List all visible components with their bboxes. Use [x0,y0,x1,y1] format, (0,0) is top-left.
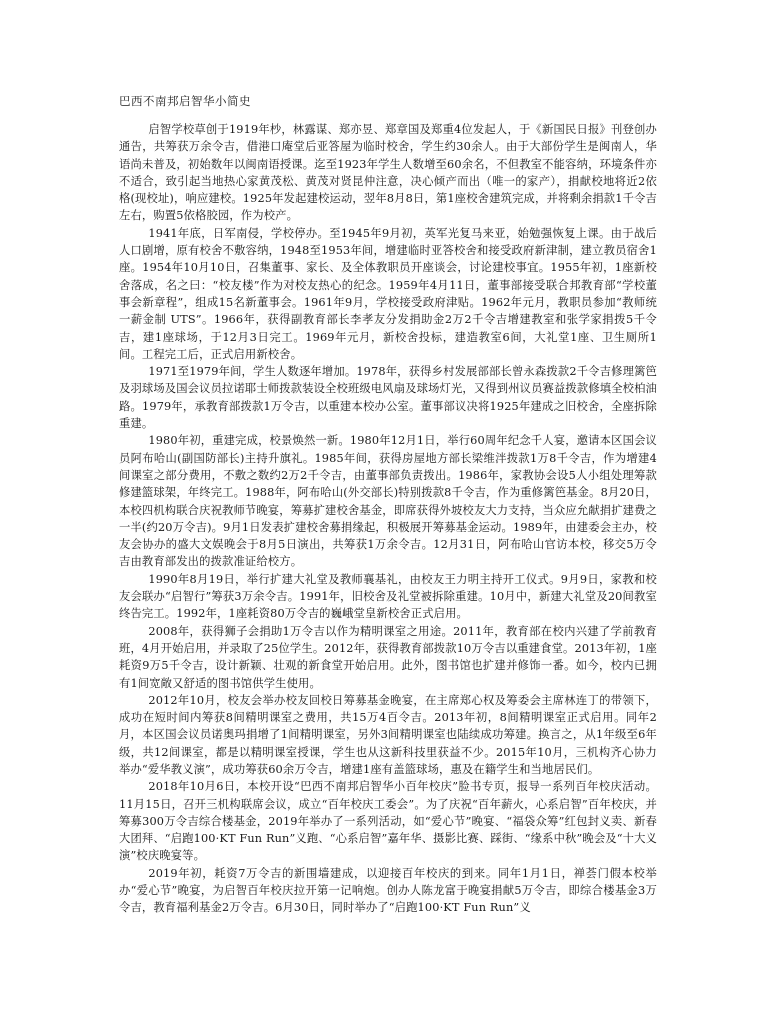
paragraph-7: 2012年10月，校友会举办校友回校日筹募基金晚宴，在主席郑心权及筹委会主席林连丁的带领下，成功在短时间内筹获8间精明课室之费用，共15万4百令吉。2013年初，8间精明课室正式启用。同年2月，本区国会议员诺奥玛捐增了1间精明课室，另外3间精明课室也陆续成功筹建。换言之，从1年级至6年级，共12间课室，都是以精明课室授课，学生也从这新科技里获益不少。2015年10月，三机构齐心协力举办“爱华教义演”，成功筹获60余万令吉，增建1座有盖篮球场，惠及在籍学生和当地居民们。 [119,693,657,776]
paragraph-8: 2018年10月6日，本校开设“巴西不南邦启智华小百年校庆”脸书专页，报导一系列百年校庆活动。11月15日，召开三机构联席会议，成立“百年校庆工委会”。为了庆祝“百年薪火，心系启智”百年校庆，并筹募300万令吉综合楼基金，2019年举办了一系列活动，如“爱心节”晚宴、“福袋众筹”红包封义卖、新春大团拜、“启跑100·KT Fun Run”义跑、“心系启智”嘉年华、摄影比赛、踩街、“缘系中秋”晚会及“十大义演”校庆晚宴等。 [119,780,657,863]
paragraph-3: 1971至1979年间，学生人数逐年增加。1978年，获得乡村发展部部长曾永森拨款2千令吉修理篱笆及羽球场及国会议员拉诺耶士师拨款装设全校班级电风扇及球场灯光，又得到州议员赛益拨款修填全校柏油路。1979年，承教育部拨款1万令吉，以重建本校办公室。董事部议决将1925年建成之旧校舍，全座拆除重建。 [119,365,658,431]
paragraph-1: 启智学校草创于1919年杪，林露谋、郑亦昱、郑章国及郑重4位发起人，于《新国民日报》刊登创办通告，共筹获万余令吉，借港口庵堂后亚答屋为临时校舍，学生约30余人。由于大部份学生是闽南人，华语尚未普及，初始数年以闽南语授课。迄至1923年学生人数增至60余名，不但教室不能容纳，环境条件亦不适合，致引起当地热心家黄茂松、黄茂对贤昆仲注意，决心倾产而出（唯一的家产），捐献校地将近2依格(现校址)，响应建校。1925年发起建校运动，翌年8月8日，第1座校舍建筑完成，并将剩余捐款1千令吉左右，购置5依格胶园，作为校产。 [119,123,657,223]
paragraph-2: 1941年底，日军南侵，学校停办。至1945年9月初，英军光复马来亚，始勉强恢复上课。由于战后人口剧增，原有校舍不敷容纳，1948至1953年间，增建临时亚答校舍和接受政府新津制，建立教员宿舍1座。1954年10月10日，召集董事、家长、及全体教职员开座谈会，讨论建校事宜。1955年初，1座新校舍落成，名之曰：“校友楼”作为对校友热心的纪念。1959年4月11日，董事部接受联合邦教育部“学校董事会新章程”，组成15名新董事会。1961年9月，学校接受政府津贴。1962年元月，教职员参加“教师统一薪金制 UTS”。1966年，获得副教育部长李孝友分发捐助金2万2千令吉增建教室和张学家捐拨5千令吉，建1座球场，于12月3日完工。1969年元月，新校舍投标，建造教室6间，大礼堂1座、卫生厕所1间。工程完工后，正式启用新校舍。 [119,226,657,361]
paragraph-4: 1980年初，重建完成，校景焕然一新。1980年12月1日，举行60周年纪念千人宴，邀请本区国会议员阿布哈山(副国防部长)主持升旗礼。1985年间，获得房屋地方部长梁维泮拨款1万8千令吉，作为增建4间课室之部分费用，不敷之数约2万2千令吉，由董事部负责拨出。1986年，家教协会设5人小组处理筹款修建篮球架，年终完工。1988年，阿布哈山(外交部长)特别拨款8千令吉，作为重修篱笆基金。8月20日，本校四机构联合庆祝教师节晚宴，筹募扩建校舍基金，即席获得外坡校友大力支持，当众应允献捐扩建费之一半(约20万令吉)。9月1日发表扩建校舍募捐缘起，积极展开筹募基金运动。1989年，由建委会主办，校友会协办的盛大文娱晚会于8月5日演出，共筹获1万余令吉。12月31日，阿布哈山官访本校，移交5万令吉由教育部发出的拨款准证给校方。 [119,434,658,569]
paragraph-5: 1990年8月19日，举行扩建大礼堂及教师襄基礼，由校友王力明主持开工仪式。9月9日，家教和校友会联办“启智行”筹获3万余令吉。1991年，旧校舍及礼堂被拆除重建。10月中，新建大礼堂及20间教室终告完工。1992年，1座耗资80万令吉的巍峨堂皇新校舍正式启用。 [119,572,657,621]
paragraph-9: 2019年初，耗资7万令吉的新围墙建成，以迎接百年校庆的到来。同年1月1日，禅荟门假本校举办“爱心节”晚宴，为启智百年校庆拉开第一记响炮。创办人陈龙富于晚宴捐献5万令吉，即综合楼基金3万令吉，教育福利基金2万令吉。6月30日，同时举办了“启跑100·KT Fun Run”义 [119,866,657,915]
document-page [119,94,657,917]
paragraph-6: 2008年，获得狮子会捐助1万令吉以作为精明课室之用途。2011年，教育部在校内兴建了学前教育班，4月开始启用，并录取了25位学生。2012年，获得教育部拨款10万令吉以重建食堂。2013年初，1座耗资9万5千令吉，设计新颖、壮观的新食堂开始启用。此外，图书馆也扩建并修饰一番。如今，校内已拥有1间宽敞又舒适的图书馆供学生使用。 [119,624,657,690]
document-title: 巴西不南邦启智华小简史 [119,94,251,108]
